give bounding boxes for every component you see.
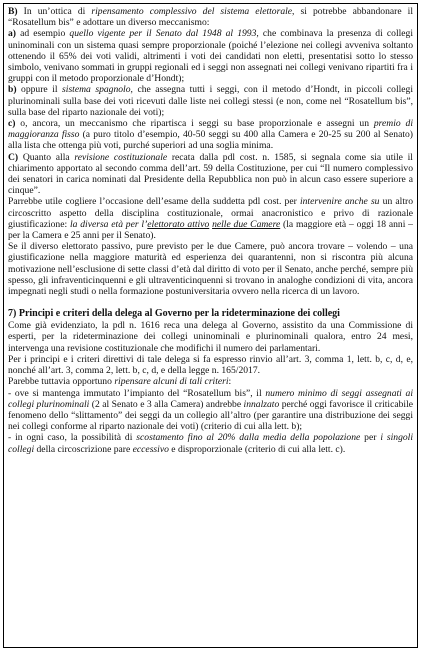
option-c-label: c) [8, 118, 16, 130]
section-7-paragraph-2: Per i principi e i criteri direttivi di tale delega si fa espresso rinvio all’art. 3, comma 1, lett. b, c, d, e, nonché all’art. 3, comma 2, lett. b, c, d, e della legge n. 165/2017. [8, 353, 413, 377]
text-run: perché oggi favorisce il criticabile fenomeno dello “slittamento” dei seggi da un collegio all’altro (per garantire una distribuzione dei seggi nei collegi conforme al riparto nazionale dei voti) (criterio di cui alla lett. b); [8, 398, 413, 433]
text-run: o, ancora, un meccanismo che ripartisca i seggi su base proporzionale e assegni un [15, 118, 374, 130]
text-run: (2 al Senato e 3 alla Camera) andrebbe [89, 398, 244, 410]
emphasis-text: scostamento fino al 20% dalla media della popolazione [136, 432, 361, 444]
section-c-label: C) [8, 151, 19, 163]
text-run: un altro circoscritto aspetto della disciplina costituzionale, ormai anacronistico e privo di razionale giustificazione: [8, 196, 414, 230]
emphasis-text: ripensamento complessivo del sistema elettorale [91, 6, 293, 17]
section-c-paragraph-3: Se il diverso elettorato passivo, pure previsto per le due Camere, può ancora trovare – volendo – una giustificazione nella maggiore maturità ed esperienza dei quarantenni, non si riscontra più alcuna motivazione nell’esclusione di sette classi d’età dal diritto di voto per il Senato, anche perché, sempre più spesso, gli infraventicinquenni e gli ultraventicinquenni si trovano in analoghe condizioni di vita, ancora impegnati negli studi o nella formazione postuniversitaria ovvero nella ricerca di un lavoro. [8, 241, 413, 298]
section-b-intro [8, 6, 413, 28]
text-run: : [228, 376, 232, 388]
spacer [8, 297, 413, 308]
text-run: e disproporzionale (criterio di cui alla lett. c). [168, 443, 346, 455]
section-c-paragraph-2 [8, 196, 413, 241]
emphasis-text: sistema spagnolo [62, 84, 131, 96]
emphasis-text: numero minimo di seggi assegnati ai collegi plurinominali [8, 387, 413, 410]
section-7-paragraph-1: Come già evidenziato, la pdl n. 1616 reca una delega al Governo, assistito da una Commissione di esperti, per la rideterminazione dei collegi uninominali e plurinominali qualora, entro 24 mesi, intervenga una revisione costituzionale che modifichi il numero dei parlamentari. [8, 320, 413, 354]
emphasis-text: innalzato [243, 398, 280, 410]
underlined-text: nelle due Camere [212, 218, 281, 230]
text-run: Quanto alla [18, 151, 75, 163]
document-page [3, 3, 418, 648]
text-run: della circoscrizione pare [34, 443, 133, 455]
text-run: , che assegna tutti i seggi, con il metodo d’Hondt, in piccoli collegi plurinominali sulla base dei voti ricevuti dalle liste nei collegi stessi (e non, come nel “Rosatellum bis”, sulla base del riparto nazionale dei voti); [8, 84, 413, 118]
emphasis-text: intervenire anche su [299, 196, 380, 208]
text-run: Parrebbe utile cogliere l’occasione dell’esame della suddetta pdl cost. per [8, 196, 300, 208]
criterion-dash-2 [8, 432, 413, 454]
text-run: (la maggiore età – oggi 18 anni – per la Camera e 25 anni per il Senato). [8, 218, 413, 242]
section-7-heading: 7) Principi e criteri della delega al Governo per la rideterminazione dei collegi [8, 308, 340, 320]
text-run: oppure il [16, 84, 63, 96]
criterion-dash-1 [8, 388, 413, 433]
section-c-intro [8, 152, 413, 197]
text-run: (a puro titolo d’esempio, 40-50 seggi su 400 alla Camera e 20-25 su 200 al Senato) alla lista che ottenga più voti, purché superiori ad una soglia minima. [8, 129, 413, 152]
text-run: , si potrebbe abbandonare il “Rosatellum bis” e adottare un diverso meccanismo: [8, 6, 413, 29]
emphasis-text: la diversa età per l’ [69, 218, 148, 230]
option-b-label: b) [8, 84, 17, 96]
emphasis-text: revisione costituzionale [74, 151, 168, 163]
text-run: In un’ottica di [23, 6, 92, 17]
underlined-text: elettorato attivo [147, 218, 210, 230]
section-7-paragraph-3 [8, 376, 413, 387]
option-a [8, 28, 413, 84]
text-run: ad esempio [16, 28, 70, 40]
emphasis-text: ripensare alcuni di tali criteri [114, 376, 229, 388]
text-run: - in ogni caso, la possibilità di [8, 432, 137, 444]
emphasis-text: i singoli collegi [8, 432, 414, 455]
option-a-label: a) [8, 28, 16, 40]
option-c [8, 118, 413, 152]
text-run: , che combinava la presenza di collegi uninominali con un sistema quasi sempre proporzionale (poiché l’elezione nei collegi avveniva soltanto ottenendo il 65% dei voti validi, altrimenti i voti dei candidati non eletti, presentatisi sotto lo stesso simbolo, venivano sommati in gruppi regionali ed i seggi non assegnati nei collegi venivano ripartiti fra i gruppi con il metodo proporzionale d’Hondt); [8, 28, 413, 85]
text-run: recata dalla pdl cost. n. 1585, si segnala come sia utile il chiarimento apportato al secondo comma dell’art. 59 della Costituzione, per cui “Il numero complessivo dei senatori in carica nominati dal Presidente della Repubblica non può in alcun caso essere superiore a cinque”. [8, 151, 413, 197]
option-b [8, 84, 413, 118]
section-b-label: B) [8, 6, 18, 17]
emphasis-text: quello vigente per il Senato dal 1948 al 1993 [69, 28, 257, 40]
emphasis-text: premio di maggioranza fisso [8, 118, 414, 141]
text-run: per [360, 432, 381, 444]
text-run: - ove si mantenga immutato l’impianto del “Rosatellum bis”, il [8, 387, 266, 399]
text-run: Parebbe tuttavia opportuno [8, 376, 115, 388]
emphasis-text: eccessivo [132, 443, 169, 455]
